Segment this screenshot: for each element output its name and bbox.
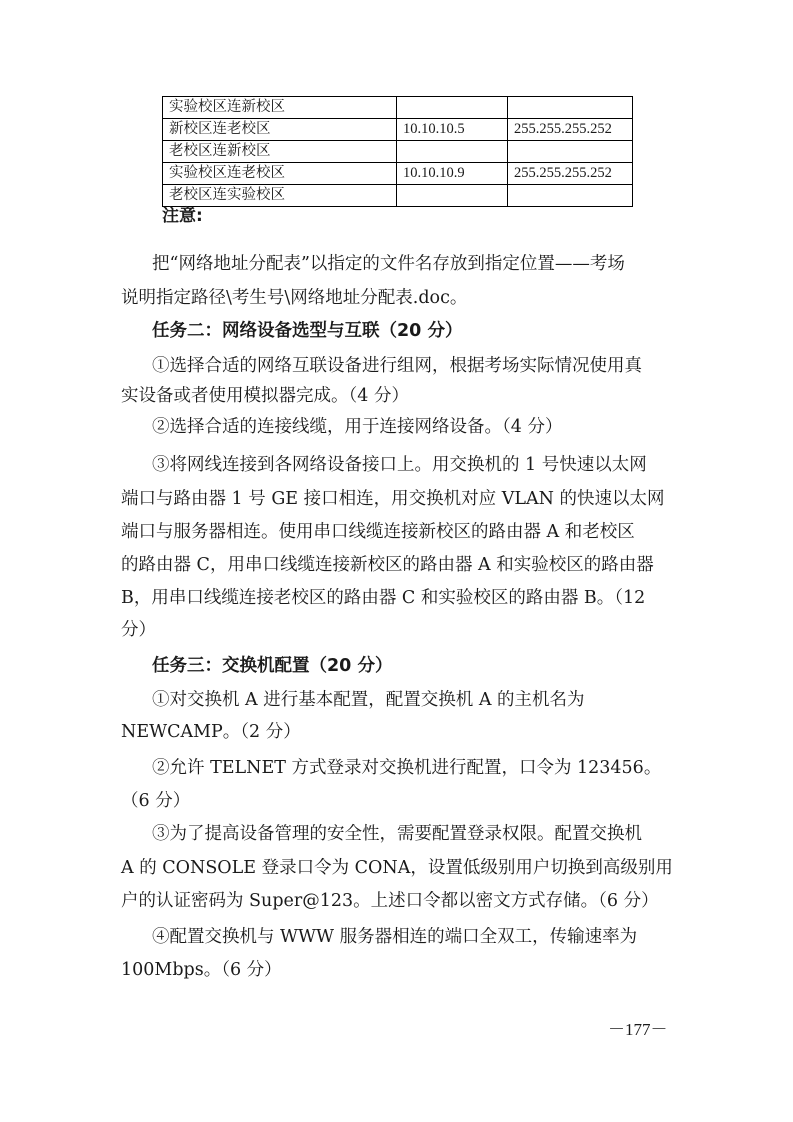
table-cell <box>397 185 508 207</box>
task2-heading: 任务二：网络设备选型与互联（20 分） <box>152 321 463 341</box>
task2-line: B，用串口线缆连接老校区的路由器 C 和实验校区的路由器 B。（12 <box>121 588 646 608</box>
table-cell: 255.255.255.252 <box>508 163 633 185</box>
note-heading: 注意: <box>162 206 203 226</box>
table-cell <box>397 141 508 163</box>
table-cell <box>508 185 633 207</box>
task3-line: ①对交换机 A 进行基本配置，配置交换机 A 的主机名为 <box>152 690 585 710</box>
task3-line: （6 分） <box>121 791 191 811</box>
task3-line: ④配置交换机与 WWW 服务器相连的端口全双工，传输速率为 <box>152 927 638 947</box>
table-row <box>163 119 633 141</box>
note-text-line: 说明指定路径\考生号\网络地址分配表.doc。 <box>121 288 468 308</box>
table-cell: 新校区连老校区 <box>163 119 397 141</box>
task3-line: NEWCAMP。（2 分） <box>121 722 301 742</box>
table-row <box>163 185 633 207</box>
table-row <box>163 163 633 185</box>
table-cell: 实验校区连新校区 <box>163 97 397 119</box>
task3-line: ③为了提高设备管理的安全性，需要配置登录权限。配置交换机 <box>152 824 642 844</box>
task3-line: A 的 CONSOLE 登录口令为 CONA，设置低级别用户切换到高级别用 <box>121 858 673 878</box>
task2-line: 的路由器 C，用串口线缆连接新校区的路由器 A 和实验校区的路由器 <box>121 555 654 575</box>
table-cell: 255.255.255.252 <box>508 119 633 141</box>
table-cell: 10.10.10.9 <box>397 163 508 185</box>
task3-heading: 任务三：交换机配置（20 分） <box>152 656 393 676</box>
task2-line: ①选择合适的网络互联设备进行组网，根据考场实际情况使用真 <box>152 356 642 376</box>
task2-line: 分） <box>121 620 156 640</box>
page-number: －177－ <box>608 1020 668 1039</box>
note-text-line: 把“网络地址分配表”以指定的文件名存放到指定位置——考场 <box>152 254 625 274</box>
table-row <box>163 97 633 119</box>
task3-line: ②允许 TELNET 方式登录对交换机进行配置，口令为 123456。 <box>152 758 662 778</box>
task2-line: 端口与路由器 1 号 GE 接口相连，用交换机对应 VLAN 的快速以太网 <box>121 489 665 509</box>
table-cell <box>508 97 633 119</box>
table-cell <box>397 97 508 119</box>
address-allocation-table <box>162 96 633 207</box>
task3-line: 户的认证密码为 Super@123。上述口令都以密文方式存储。（6 分） <box>121 891 659 911</box>
table-cell: 老校区连新校区 <box>163 141 397 163</box>
task2-line: ③将网线连接到各网络设备接口上。用交换机的 1 号快速以太网 <box>152 455 647 475</box>
task3-line: 100Mbps。（6 分） <box>121 960 282 980</box>
table-cell: 实验校区连老校区 <box>163 163 397 185</box>
table-row <box>163 141 633 163</box>
task2-line: 实设备或者使用模拟器完成。（4 分） <box>121 386 409 406</box>
table-cell: 老校区连实验校区 <box>163 185 397 207</box>
table-cell: 10.10.10.5 <box>397 119 508 141</box>
task2-line: ②选择合适的连接线缆，用于连接网络设备。（4 分） <box>152 417 563 437</box>
table-cell <box>508 141 633 163</box>
task2-line: 端口与服务器相连。使用串口线缆连接新校区的路由器 A 和老校区 <box>121 522 635 542</box>
